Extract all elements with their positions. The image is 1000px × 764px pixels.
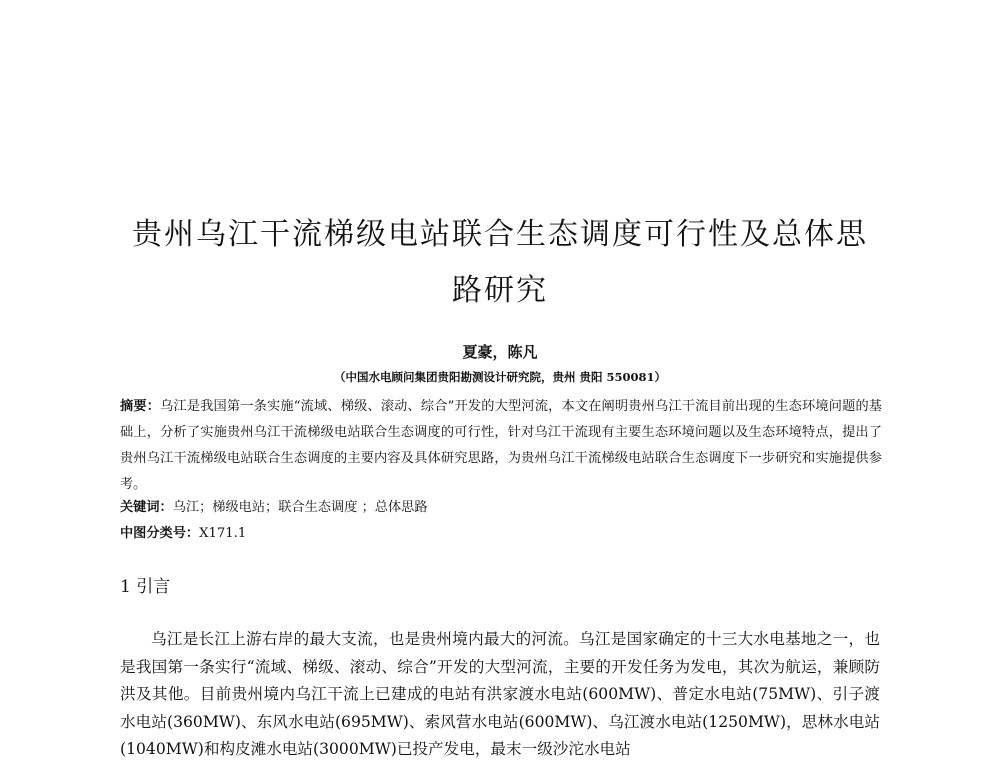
keywords-text: 乌江；梯级电站；联合生态调度 ；总体思路	[172, 500, 428, 515]
keywords-label: 关键词：	[120, 500, 173, 515]
paper-title-line-1: 贵州乌江干流梯级电站联合生态调度可行性及总体思	[132, 217, 868, 252]
abstract	[120, 394, 882, 498]
classification-label: 中图分类号：	[120, 526, 200, 541]
classification-value: X171.1	[199, 526, 247, 541]
keywords	[120, 499, 882, 517]
body-paragraph: 乌江是长江上游右岸的最大支流，也是贵州境内最大的河流。乌江是国家确定的十三大水电基地之一，也是我国第一条实行“流域、梯级、滚动、综合”开发的大型河流，主要的开发任务为发电，其次为航运，兼顾防洪及其他。目前贵州境内乌江干流上已建成的电站有洪家渡水电站(600MW)、普定水电站(75MW)、引子渡水电站(360MW)、东风水电站(695MW)、索风营水电站(600MW)、乌江渡水电站(1250MW)，思林水电站(1040MW)和构皮滩水电站(3000MW)已投产发电，最末一级沙沱水电站	[120, 630, 880, 758]
abstract-label: 摘要：	[120, 399, 161, 414]
abstract-text: 乌江是我国第一条实施“流域、梯级、滚动、综合”开发的大型河流，本文在阐明贵州乌江干流目前出现的生态环境问题的基础上，分析了实施贵州乌江干流梯级电站联合生态调度的可行性，针对乌江干流现有主要生态环境问题以及生态环境特点，提出了贵州乌江干流梯级电站联合生态调度的主要内容及具体研究思路，为贵州乌江干流梯级电站联合生态调度下一步研究和实施提供参考。	[120, 399, 882, 492]
authors: 夏豪，陈凡	[462, 343, 538, 361]
affiliation: （中国水电顾问集团贵阳勘测设计研究院，贵州 贵阳 550081）	[333, 370, 666, 384]
classification-number	[120, 525, 882, 543]
section-heading-introduction: 1 引言	[120, 577, 171, 597]
paper-title-line-2: 路研究	[452, 273, 548, 308]
